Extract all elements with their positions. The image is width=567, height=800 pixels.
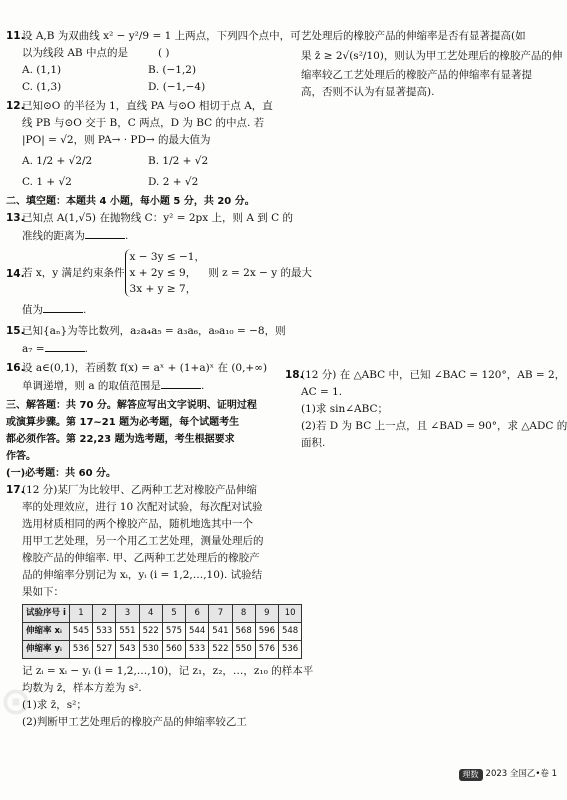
- data-table: [22, 604, 302, 659]
- table-cell: 575: [162, 623, 185, 641]
- question-text: [22, 249, 313, 297]
- question-17: [6, 482, 314, 731]
- question-text-2: 准线的距离为: [22, 230, 85, 242]
- faint-watermark: ⊙: [0, 679, 32, 723]
- question-text-cont: 值为 .: [22, 301, 274, 319]
- question-number: 16.: [6, 362, 25, 374]
- question-text: 高，否则不认为有显著提高).: [301, 86, 435, 98]
- answer-blank: [45, 340, 85, 352]
- question-text: 面积.: [301, 437, 326, 449]
- answer-blank: [85, 227, 125, 239]
- table-header-row: [23, 605, 302, 623]
- section-heading-answer: [6, 397, 274, 465]
- table-header-cell: 4: [139, 605, 162, 623]
- question-text: 橡胶产品的伸缩率. 甲、乙两种工艺处理后的橡胶产: [22, 552, 260, 564]
- question-text: AC = 1.: [301, 386, 343, 398]
- question-text: 已知{aₙ}为等比数列，a₂a₄a₅ = a₃a₆，a₉a₁₀ = −8，则: [22, 325, 286, 337]
- table-header-cell: 2: [93, 605, 116, 623]
- table-cell: 533: [93, 623, 116, 641]
- question-text: 设 a∈(0,1)，若函数 f(x) = aˣ + (1+a)ˣ 在 (0,+∞): [22, 362, 268, 374]
- question-13: [6, 210, 293, 245]
- question-number: 18.: [285, 369, 304, 381]
- question-number: 15.: [6, 325, 25, 337]
- option-d: D. (−1,−4): [148, 81, 206, 93]
- question-text: 艺处理后的橡胶产品的伸缩率是否有显著提高(如: [301, 30, 526, 42]
- section-heading-line: 三、解答题：共 70 分。解答应写出文字说明、证明过程: [6, 400, 257, 411]
- constraint-1: x − 3y ≤ −1，: [129, 251, 205, 263]
- subject-tag: 理数: [459, 769, 483, 781]
- table-cell: 533: [186, 641, 209, 659]
- table-header-cell: 6: [186, 605, 209, 623]
- option-d: D. 2 + √2: [148, 176, 199, 188]
- question-text: 果 z̄ ≥ 2√(s²/10)，则认为甲工艺处理后的橡胶产品的伸: [301, 50, 563, 62]
- question-text: 记 zᵢ = xᵢ − yᵢ (i = 1,2,…,10)，记 z₁，z₂，…，z₁₀ 的样本平: [22, 665, 314, 677]
- page-footer: [459, 766, 557, 783]
- table-cell: 536: [69, 641, 92, 659]
- exam-label: 2023 全国乙•卷 1: [485, 769, 557, 779]
- option-a: A. (1,1): [22, 64, 62, 76]
- section-heading-line: 作答。: [6, 451, 36, 462]
- table-cell: 543: [116, 641, 139, 659]
- options-row-2: [22, 79, 274, 96]
- constraint-3: 3x + y ≥ 7，: [129, 283, 197, 295]
- answer-paren: ( ): [157, 47, 170, 59]
- question-number: 12.: [6, 100, 25, 112]
- question-text: (2)判断甲工艺处理后的橡胶产品的伸缩率较乙工: [22, 716, 247, 728]
- subsection-heading-required: (一)必考题：共 60 分。: [6, 468, 117, 479]
- table-cell: 541: [209, 623, 232, 641]
- question-12: [6, 98, 274, 191]
- options-row-1: [22, 153, 274, 170]
- option-c: C. 1 + √2: [22, 176, 72, 188]
- question-text: (1)求 sin∠ABC；: [301, 403, 389, 415]
- question-text-3: |PO| = √2，则 PA→ · PD→ 的最大值为: [22, 134, 211, 146]
- constraint-2: x + 2y ≤ 9，: [129, 267, 197, 279]
- table-header-cell: 3: [116, 605, 139, 623]
- question-text-cont: 单调递增，则 a 的取值范围是 .: [22, 377, 274, 395]
- table-cell: 527: [93, 641, 116, 659]
- answer-blank: [161, 377, 201, 389]
- section-heading-fill-blank: 二、填空题：本题共 4 小题，每小题 5 分，共 20 分。: [6, 196, 255, 207]
- table-cell: 530: [139, 641, 162, 659]
- question-number: 13.: [6, 212, 25, 224]
- question-text-2: a₇ =: [22, 343, 45, 355]
- question-text-cont: [22, 45, 274, 62]
- question-text: 缩率较乙工艺处理后的橡胶产品的伸缩率有显著提: [301, 69, 532, 81]
- question-text-cont: a₇ = .: [22, 340, 274, 358]
- question-14: [6, 249, 313, 319]
- question-text-2: 线 PB 与⊙O 交于 B，C 两点，D 为 BC 的中点. 若: [22, 117, 265, 129]
- table-header-cell: 8: [232, 605, 255, 623]
- table-header-cell: 9: [255, 605, 278, 623]
- table-header-cell: 5: [162, 605, 185, 623]
- question-text: (12 分) 在 △ABC 中，已知 ∠BAC = 120°，AB = 2，: [301, 369, 566, 381]
- table-row-label: 伸缩率 yᵢ: [23, 641, 70, 659]
- answer-blank: [43, 301, 83, 313]
- question-text: 品的伸缩率分别记为 xᵢ，yᵢ (i = 1,2,…,10). 试验结: [22, 569, 263, 581]
- table-cell: 522: [139, 623, 162, 641]
- question-text-2: 单调递增，则 a 的取值范围是: [22, 380, 161, 392]
- question-text-2: 值为: [22, 304, 43, 316]
- question-15: [6, 323, 286, 358]
- question-text: 选用材质相同的两个橡胶产品，随机地选其中一个: [22, 518, 253, 530]
- question-text: 已知点 A(1,√5) 在抛物线 C：y² = 2px 上，则 A 到 C 的: [22, 212, 293, 224]
- table-row-x: [23, 623, 302, 641]
- table-cell: 522: [209, 641, 232, 659]
- table-cell: 576: [255, 641, 278, 659]
- question-18: [285, 367, 567, 452]
- table-cell: 545: [69, 623, 92, 641]
- table-row-y: [23, 641, 302, 659]
- question-number: 14.: [6, 268, 25, 280]
- question-text: 均数为 z̄，样本方差为 s².: [22, 682, 142, 694]
- table-cell: 596: [255, 623, 278, 641]
- question-17-continued: [285, 28, 563, 101]
- question-text-post: 则 z = 2x − y 的最大: [208, 267, 313, 279]
- table-cell: 550: [232, 641, 255, 659]
- table-header-cell: 10: [278, 605, 301, 623]
- right-column: [285, 28, 567, 454]
- option-a: A. 1/2 + √2/2: [22, 155, 93, 167]
- table-header-cell: 7: [209, 605, 232, 623]
- option-c: C. (1,3): [22, 81, 62, 93]
- question-text: 率的处理效应，进行 10 次配对试验，每次配对试验: [22, 501, 263, 513]
- section-heading-line: 都必须作答。第 22,23 题为选考题，考生根据要求: [6, 434, 235, 445]
- question-text-cont: 准线的距离为 .: [22, 227, 274, 245]
- table-cell: 560: [162, 641, 185, 659]
- question-number: 17.: [6, 484, 25, 496]
- question-text-2: 以为线段 AB 中点的是: [22, 47, 128, 59]
- options-row-1: [22, 62, 274, 79]
- question-text: 设 A,B 为双曲线 x² − y²/9 = 1 上两点，下列四个点中，可: [22, 30, 301, 42]
- question-16: [6, 360, 274, 395]
- option-b: B. (−1,2): [148, 64, 197, 76]
- option-b: B. 1/2 + √2: [148, 155, 209, 167]
- question-text: 用甲工艺处理，另一个用乙工艺处理，测量处理后的: [22, 535, 264, 547]
- table-cell: 551: [116, 623, 139, 641]
- question-text: 已知⊙O 的半径为 1，直线 PA 与⊙O 相切于点 A，直: [22, 100, 273, 112]
- question-number: 11.: [6, 30, 25, 42]
- table-header-label: 试验序号 i: [23, 605, 70, 623]
- table-cell: 548: [278, 623, 301, 641]
- options-row-2: [22, 174, 274, 191]
- question-text-pre: 若 x，y 满足约束条件: [22, 267, 125, 279]
- question-text: (1)求 z̄，s²；: [22, 699, 87, 711]
- table-header-cell: 1: [69, 605, 92, 623]
- question-text: (12 分)某厂为比较甲、乙两种工艺对橡胶产品伸缩: [22, 484, 257, 496]
- table-row-label: 伸缩率 xᵢ: [23, 623, 70, 641]
- section-heading-line: 或演算步骤。第 17~21 题为必考题，每个试题考生: [6, 417, 240, 428]
- question-text: 果如下：: [22, 586, 64, 598]
- table-cell: 544: [186, 623, 209, 641]
- question-11: [6, 28, 301, 96]
- question-text: (2)若 D 为 BC 上一点，且 ∠BAD = 90°，求 △ADC 的: [301, 420, 567, 432]
- table-cell: 536: [278, 641, 301, 659]
- table-cell: 568: [232, 623, 255, 641]
- constraint-system: [125, 249, 205, 297]
